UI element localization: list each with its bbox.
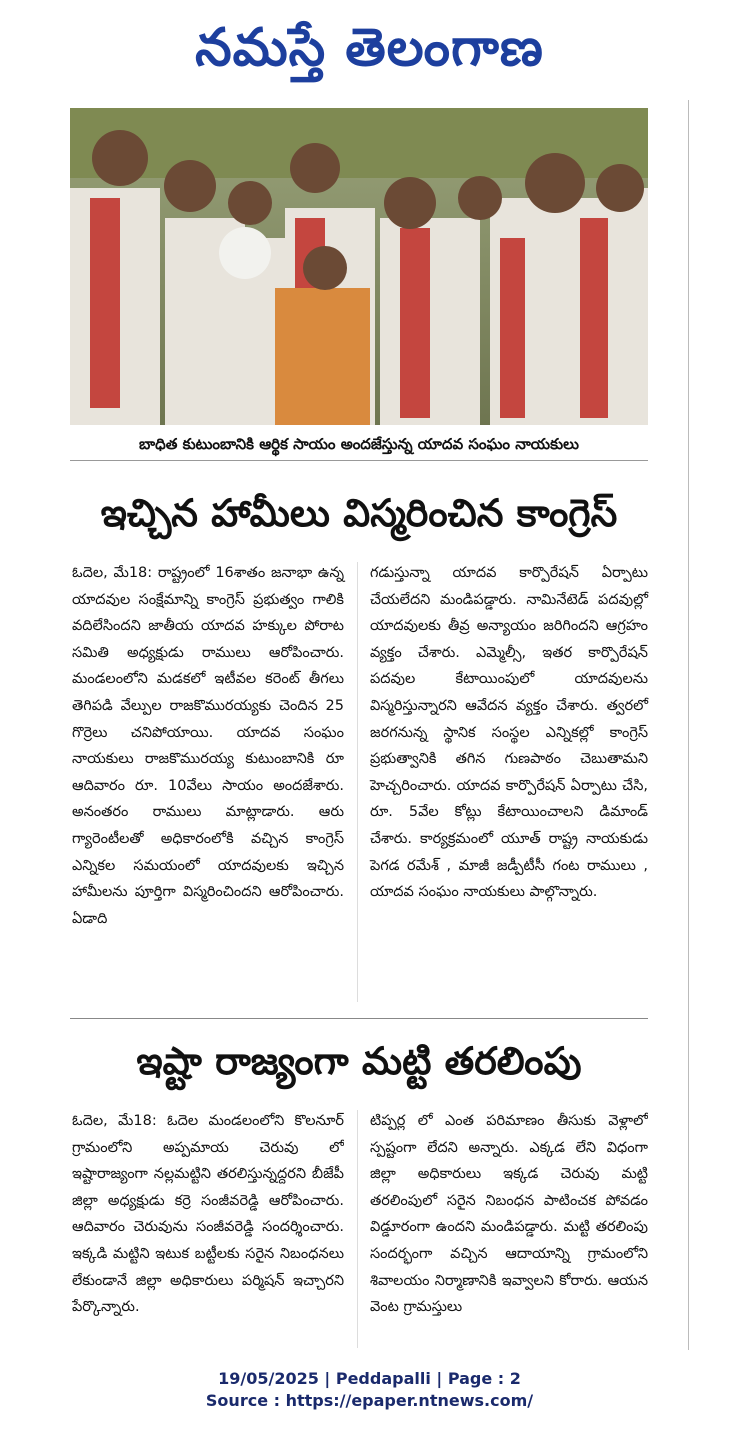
page-edge-rule [688, 100, 689, 1350]
group-photo-image [70, 108, 648, 425]
article-2-column-2 [370, 1108, 648, 1350]
news-photo [70, 108, 648, 425]
newspaper-title: నమస్తే తెలంగాణ [195, 18, 544, 78]
article-divider [70, 1018, 648, 1019]
page-footer [0, 1368, 739, 1412]
article-2-column-1 [72, 1108, 344, 1350]
article-1-column-2 [370, 560, 648, 906]
article-1-headline: ఇచ్చిన హామీలు విస్మరించిన కాంగ్రెస్ [100, 491, 618, 535]
masthead [0, 8, 739, 88]
article-1-text-2: గడుస్తున్నా యాదవ కార్పొరేషన్ ఏర్పాటు చేయలేదని మండిపడ్డారు. నామినేటెడ్ పదవుల్లో యాదవులకు తీవ్ర అన్యాయం జరిగిందని ఆగ్రహం వ్యక్తం చేశారు. ఎమ్మెల్సీ, ఇతర కార్పొరేషన్ పదవుల కేటాయింపులో యాదవులను విస్మరిస్తున్నారని ఆవేదన వ్యక్తం చేశారు. త్వరలో జరగనున్న స్థానిక సంస్థల ఎన్నికల్లో కాంగ్రెస్ ప్రభుత్వానికి తగిన గుణపాఠం చెబుతామని హెచ్చరించారు. యాదవ కార్పొరేషన్ ఏర్పాటు చేసి, రూ. 5వేల కోట్లు కేటాయించాలని డిమాండ్ చేశారు. కార్యక్రమంలో యూత్ రాష్ట్ర నాయకుడు పెగడ రమేశ్ , మాజీ జడ్పీటీసీ గంట రాములు , యాదవ సంఘం నాయకులు పాల్గొన్నారు. [370, 565, 648, 901]
article-1-text-1: ఓదెల, మే18: రాష్ట్రంలో 16శాతం జనాభా ఉన్న యాదవుల సంక్షేమాన్ని కాంగ్రెస్ ప్రభుత్వం గాలికి వదిలేసిందని జాతీయ యాదవ హక్కుల పోరాట సమితి అధ్యక్షుడు రాములు ఆరోపించారు. మండలంలోని మడకలో ఇటీవల కరెంట్ తీగలు తెగిపడి వేల్పుల రాజకొమురయ్యకు చెందిన 25 గొర్రెలు చనిపోయాయి. యాదవ సంఘం నాయకులు రాజకొమురయ్య కుటుంబానికి రూ ఆదివారం రూ. 10వేలు సాయం అందజేశారు. అనంతరం రాములు మాట్లాడారు. ఆరు గ్యారెంటీలతో అధికారంలోకి వచ్చిన కాంగ్రెస్ ఎన్నికల సమయంలో యాదవులకు ఇచ్చిన హామీలను పూర్తిగా విస్మరించిందని ఆరోపించారు. ఏడాది [72, 565, 344, 927]
article-1-column-1 [72, 560, 344, 932]
edition-info: 19/05/2025 | Peddapalli | Page : 2 [218, 1369, 521, 1388]
article-2-headline: ఇష్టా రాజ్యంగా మట్టి తరలింపు [136, 1039, 582, 1083]
article-2-text-1: ఓదెల, మే18: ఓదెల మండలంలోని కొలనూర్ గ్రామంలోని అప్పమాయ చెరువు లో ఇష్టారాజ్యంగా నల్లమట్టిని తరలిస్తున్నద్దరని బీజేపీ జిల్లా అధ్యక్షుడు కర్రె సంజీవరెడ్డి ఆరోపించారు. ఆదివారం చెరువును సంజీవరెడ్డి సందర్శించారు. ఇక్కడి మట్టిని ఇటుక బట్టీలకు సరైన నిబంధనలు లేకుండానే జిల్లా అధికారులు పర్మిషన్ ఇచ్చారని పేర్కొన్నారు. [72, 1113, 344, 1316]
column-rule [357, 562, 358, 1002]
photo-caption: బాధిత కుటుంబానికి ఆర్థిక సాయం అందజేస్తున్న యాదవ సంఘం నాయకులు [70, 428, 648, 461]
column-rule [357, 1110, 358, 1348]
article-2-text-2: టిప్పర్ల లో ఎంత పరిమాణం తీసుకు వెళ్లాలో స్పష్టంగా లేదని అన్నారు. ఎక్కడ లేని విధంగా జిల్లా అధికారులు ఇక్కడ చెరువు మట్టి తరలింపులో సరైన నిబంధన పాటించక పోవడం విడ్డూరంగా ఉందని మండిపడ్డారు. మట్టి తరలింపు సందర్భంగా వచ్చిన ఆదాయాన్ని గ్రామంలోని శివాలయం నిర్మాణానికి ఇవ్వాలని కోరారు. ఆయన వెంట గ్రామస్తులు [370, 1113, 648, 1316]
source-link[interactable]: Source : https://epaper.ntnews.com/ [205, 1391, 534, 1410]
